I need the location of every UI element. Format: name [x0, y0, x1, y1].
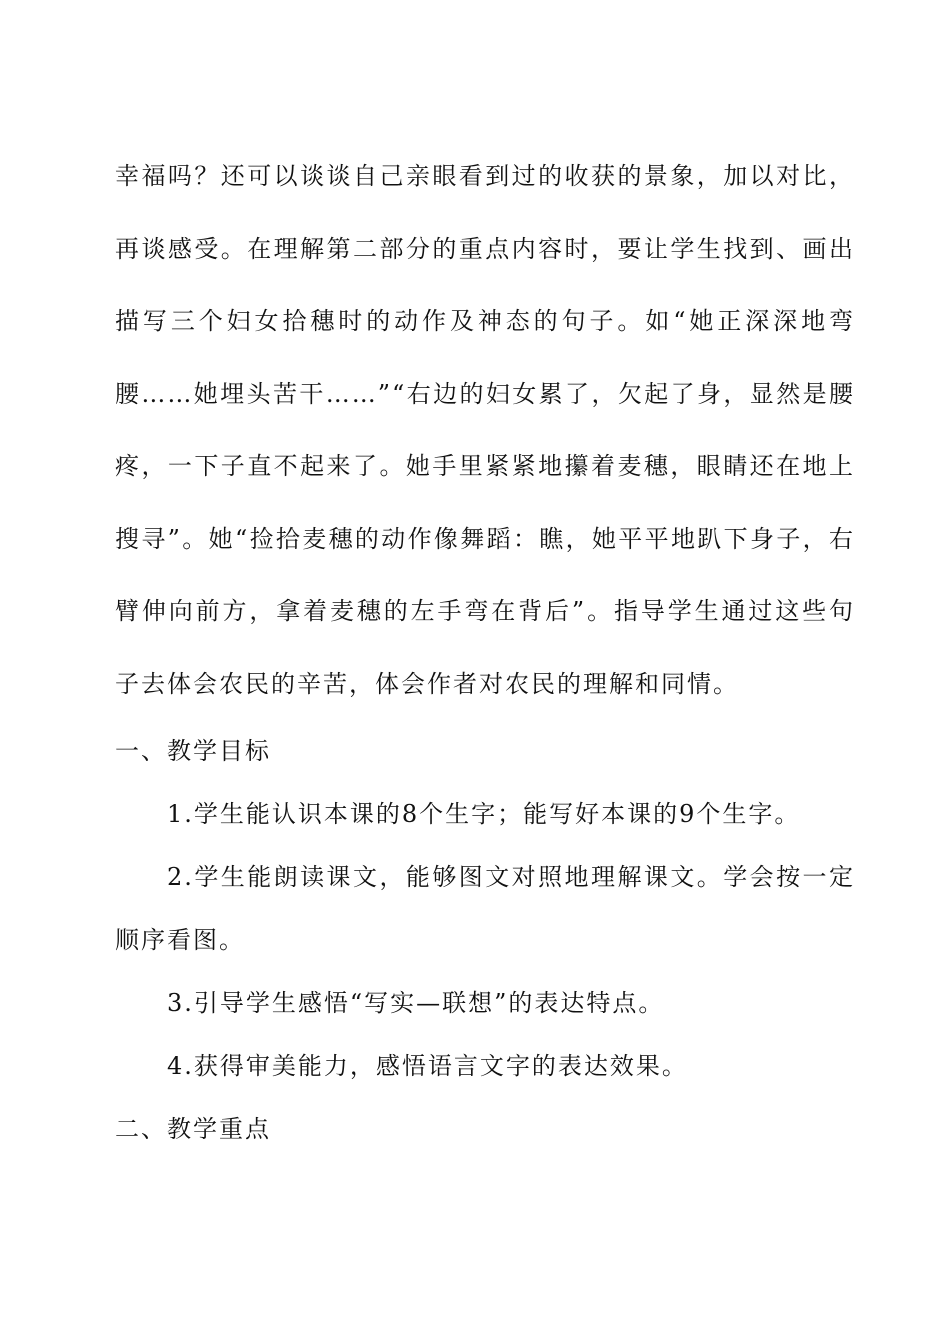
objective-item-3: 3.引导学生感悟“写实—联想”的表达特点。	[167, 989, 665, 1017]
objective-item-1: 1.学生能认识本课的8个生字；能写好本课的9个生字。	[167, 800, 801, 828]
section-heading-teaching-focus: 二、教学重点	[115, 1115, 271, 1143]
section-heading-teaching-objectives: 一、教学目标	[115, 737, 271, 765]
objective-item-2: 2.学生能朗读课文，能够图文对照地理解课文。学会按一定顺序看图。	[115, 863, 855, 954]
intro-paragraph: 幸福吗？还可以谈谈自己亲眼看到过的收获的景象，加以对比，再谈感受。在理解第二部分的重点内容时，要让学生找到、画出描写三个妇女拾穗时的动作及神态的句子。如“她正深深地弯腰……她埋头苦干……”“右边的妇女累了，欠起了身，显然是腰疼，一下子直不起来了。她手里紧紧地攥着麦穗，眼睛还在地上搜寻”。她“捡拾麦穗的动作像舞蹈：瞧，她平平地趴下身子，右臂伸向前方，拿着麦穗的左手弯在背后”。指导学生通过这些句子去体会农民的辛苦，体会作者对农民的理解和同情。	[115, 162, 855, 698]
document-body	[115, 140, 855, 1161]
objective-item-4: 4.获得审美能力，感悟语言文字的表达效果。	[167, 1052, 688, 1080]
